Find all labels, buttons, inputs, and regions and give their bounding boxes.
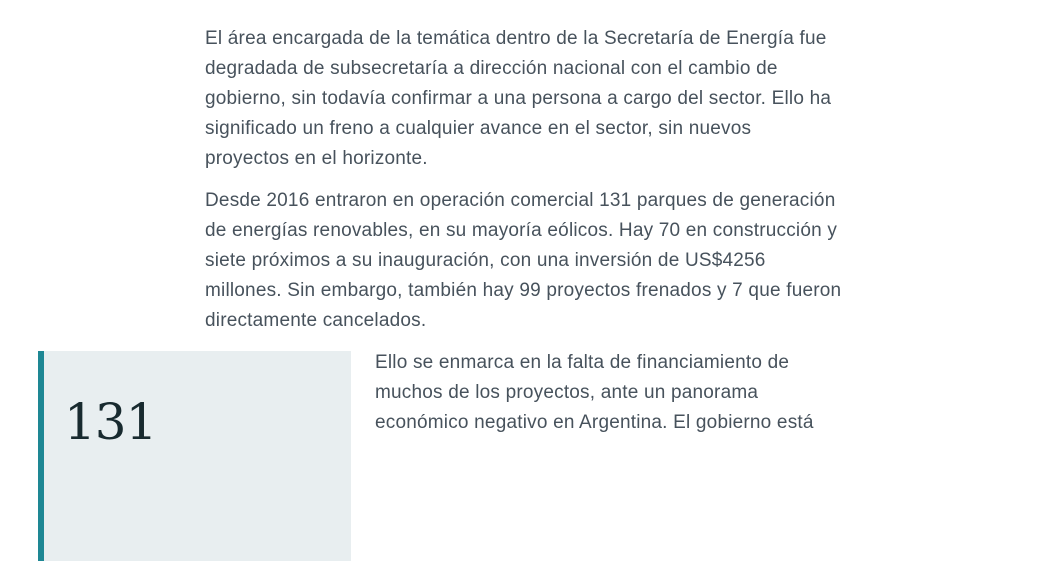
text-line: muchos de los proyectos, ante un panorama	[375, 382, 759, 403]
stat-value: 131	[64, 393, 157, 451]
text-line: significado un freno a cualquier avance en el sector, sin nuevos	[205, 118, 752, 139]
text-line: siete próximos a su inauguración, con una inversión de US$4256	[205, 250, 766, 271]
text-line: proyectos en el horizonte.	[205, 148, 428, 169]
stat-callout	[38, 351, 351, 561]
text-line: gobierno, sin todavía confirmar a una persona a cargo del sector. Ello ha	[205, 88, 832, 109]
text-line: económico negativo en Argentina. El gobierno está	[375, 412, 814, 433]
text-line: El área encargada de la temática dentro de la Secretaría de Energía fue	[205, 28, 827, 49]
text-line: directamente cancelados.	[205, 310, 427, 331]
article-body	[205, 24, 905, 348]
text-line: Ello se enmarca en la falta de financiamiento de	[375, 352, 790, 373]
text-line: millones. Sin embargo, también hay 99 proyectos frenados y 7 que fueron	[205, 280, 842, 301]
paragraph-1	[205, 24, 905, 174]
text-line: degradada de subsecretaría a dirección nacional con el cambio de	[205, 58, 778, 79]
text-line: Desde 2016 entraron en operación comercial 131 parques de generación	[205, 190, 836, 211]
paragraph-3	[375, 348, 915, 438]
text-line: de energías renovables, en su mayoría eólicos. Hay 70 en construcción y	[205, 220, 838, 241]
paragraph-2	[205, 186, 905, 336]
